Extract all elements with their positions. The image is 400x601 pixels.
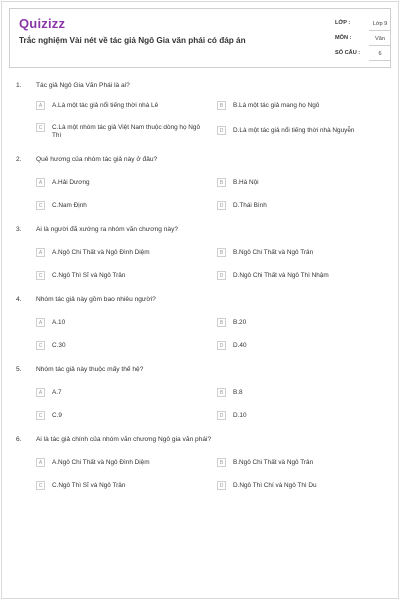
question-text: Ai là tác giả chính của nhóm văn chương Ngô gia văn phái? [36, 436, 212, 443]
option-letter-box: B [217, 318, 226, 327]
option-letter-box: A [36, 388, 45, 397]
question-text: Tác giả Ngô Gia Văn Phái là ai? [36, 82, 130, 89]
question-number: 5. [16, 366, 22, 373]
option-text: A.Là một tác giả nổi tiếng thời nhà Lê [52, 102, 159, 109]
question-5 [2, 366, 400, 432]
class-row [335, 18, 390, 33]
question-6 [2, 436, 400, 502]
option-letter-box: C [36, 411, 45, 420]
question-1 [2, 82, 400, 148]
option-text: A.10 [52, 319, 66, 326]
option-text: D.Thái Bình [233, 202, 267, 209]
option-letter-box: B [217, 248, 226, 257]
option-text: B.20 [233, 319, 247, 326]
question-number: 1. [16, 82, 22, 89]
worksheet-meta [335, 18, 390, 63]
option-letter-box: C [36, 201, 45, 210]
option-letter-box: D [217, 271, 226, 280]
option-text: D.Là một tác giả nổi tiếng thời nhà Nguyễn [233, 127, 355, 134]
worksheet-header [9, 8, 391, 68]
question-count-label: SỐ CÂU : [335, 50, 361, 56]
question-3 [2, 226, 400, 292]
option-text: C.9 [52, 412, 62, 419]
option-letter-box: D [217, 411, 226, 420]
option-text: C.30 [52, 342, 66, 349]
option-text: B.Là một tác giả mang họ Ngô [233, 102, 320, 109]
option-letter-box: A [36, 101, 45, 110]
option-text: A.7 [52, 389, 62, 396]
option-letter-box: B [217, 388, 226, 397]
option-letter-box: D [217, 341, 226, 350]
worksheet-page [1, 1, 399, 599]
option-letter-box: C [36, 123, 45, 132]
question-text: Quê hương của nhóm tác giả này ở đâu? [36, 156, 158, 163]
option-text: C.Ngô Thì Sĩ và Ngô Trân [52, 272, 126, 279]
option-text: B.Hà Nội [233, 179, 259, 186]
option-text: C.Là một nhóm tác giả Việt Nam thuộc dòng họ Ngô Thì [52, 124, 201, 140]
question-4 [2, 296, 400, 362]
option-text: B.Ngô Chi Thất và Ngô Trân [233, 249, 314, 256]
option-text: D.40 [233, 342, 247, 349]
option-text: A.Ngô Chi Thất và Ngô Đình Diệm [52, 249, 150, 256]
option-letter-box: C [36, 481, 45, 490]
quizizz-logo: Quizizz [19, 16, 66, 31]
subject-row [335, 33, 390, 48]
option-text: B.8 [233, 389, 243, 396]
option-text: B.Ngô Chi Thất và Ngô Trân [233, 459, 314, 466]
option-text: C.Nam Định [52, 202, 87, 209]
question-number: 6. [16, 436, 22, 443]
option-text: D.Ngô Thì Chí và Ngô Thì Du [233, 482, 317, 489]
subject-value: Văn [369, 33, 391, 46]
subject-label: MÔN : [335, 35, 352, 41]
question-2 [2, 156, 400, 222]
option-letter-box: A [36, 178, 45, 187]
option-letter-box: B [217, 178, 226, 187]
option-letter-box: B [217, 458, 226, 467]
question-number: 3. [16, 226, 22, 233]
option-text: D.Ngô Chi Thất và Ngô Thì Nhậm [233, 272, 329, 279]
class-label: LỚP : [335, 20, 351, 26]
option-text: A.Hải Dương [52, 179, 90, 186]
option-text: D.10 [233, 412, 247, 419]
question-text: Nhóm tác giả này gồm bao nhiêu người? [36, 296, 156, 303]
question-number: 2. [16, 156, 22, 163]
question-text: Ai là người đã xướng ra nhóm văn chương này? [36, 226, 179, 233]
worksheet-title: Trắc nghiệm Vài nét về tác giả Ngô Gia văn phái có đáp án [19, 36, 246, 45]
question-count-row [335, 48, 390, 63]
question-count-value: 6 [369, 48, 391, 61]
question-number: 4. [16, 296, 22, 303]
option-letter-box: C [36, 271, 45, 280]
option-letter-box: C [36, 341, 45, 350]
option-letter-box: A [36, 248, 45, 257]
question-text: Nhóm tác giả này thuộc mấy thế hệ? [36, 366, 144, 373]
option-letter-box: B [217, 101, 226, 110]
option-text: A.Ngô Chi Thất và Ngô Đình Diệm [52, 459, 150, 466]
option-letter-box: D [217, 201, 226, 210]
class-value: Lớp 9 [369, 18, 391, 31]
option-letter-box: A [36, 318, 45, 327]
option-letter-box: D [217, 126, 226, 135]
option-text: C.Ngô Thì Sĩ và Ngô Trân [52, 482, 126, 489]
option-letter-box: D [217, 481, 226, 490]
option-letter-box: A [36, 458, 45, 467]
